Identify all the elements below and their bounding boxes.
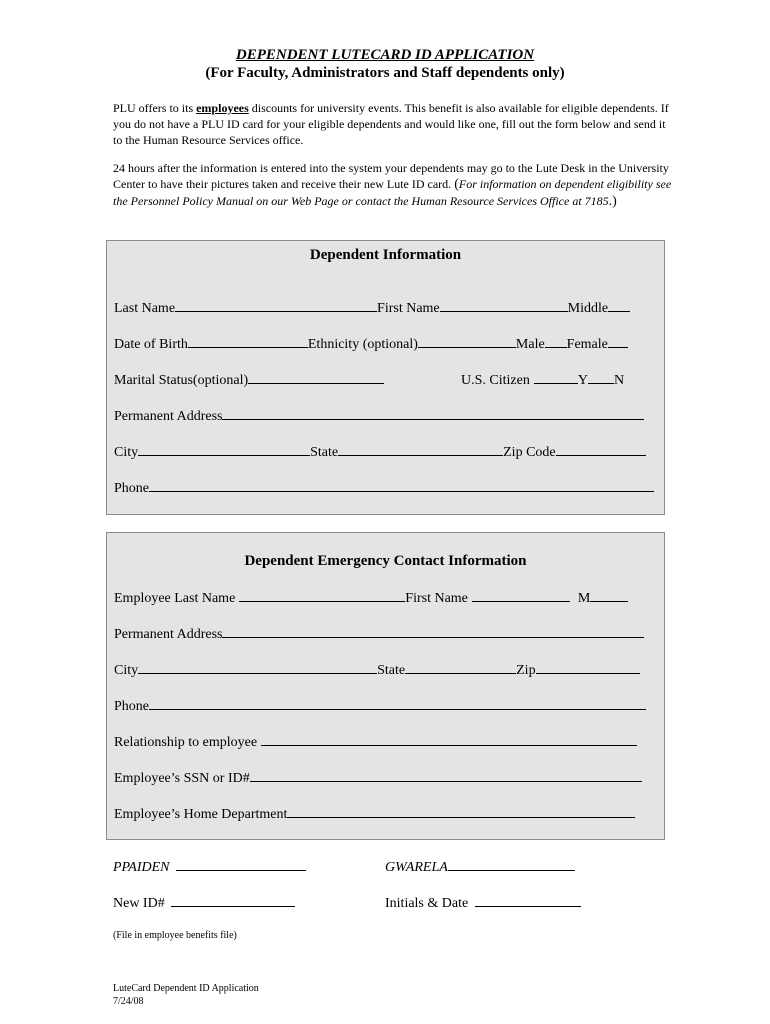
paren-close: .): [608, 194, 617, 209]
address-label: Permanent Address: [114, 409, 223, 424]
department-label: Employee’s Home Department: [114, 807, 288, 822]
initials-date-field[interactable]: [475, 894, 581, 907]
ssn-label: Employee’s SSN or ID#: [114, 771, 250, 786]
emergency-contact-heading: Dependent Emergency Contact Information: [244, 553, 527, 569]
initials-date-row: [385, 894, 581, 912]
eligibility-note: For information on dependent eligibility see the Personnel Policy Manual on our Web Page or contact the Human Resource Services Office at 7185: [113, 177, 672, 208]
citizen-no-field[interactable]: [588, 371, 614, 384]
initials-date-label: Initials & Date: [385, 896, 472, 911]
dob-label: Date of Birth: [114, 337, 188, 352]
new-id-label: New ID#: [113, 896, 169, 911]
relationship-label: Relationship to employee: [114, 735, 258, 750]
file-note: (File in employee benefits file): [113, 930, 237, 941]
new-id-field[interactable]: [171, 894, 295, 907]
female-field[interactable]: [608, 335, 628, 348]
zip-field[interactable]: [556, 443, 646, 456]
form-subtitle: (For Faculty, Administrators and Staff dependents only): [205, 65, 565, 81]
new-id-row: [113, 894, 295, 912]
male-field[interactable]: [545, 335, 567, 348]
gwarela-label: GWARELA: [385, 860, 448, 875]
citizen-yes-field[interactable]: [534, 371, 578, 384]
gwarela-row: [385, 858, 575, 876]
first-name-field[interactable]: [440, 299, 568, 312]
middle-field[interactable]: [608, 299, 630, 312]
emp-address-field[interactable]: [222, 625, 644, 638]
emp-state-field[interactable]: [405, 661, 516, 674]
emp-zip-label: Zip: [516, 663, 536, 678]
employees-emphasis: employees: [196, 101, 249, 115]
dependent-info-heading: Dependent Information: [309, 247, 462, 263]
employee-mi-field[interactable]: [590, 589, 628, 602]
ppaiden-label: PPAIDEN: [113, 860, 174, 875]
marital-field[interactable]: [248, 371, 384, 384]
emp-zip-field[interactable]: [536, 661, 640, 674]
name-row: [114, 299, 630, 317]
ppaiden-field[interactable]: [176, 858, 306, 871]
employee-name-row: [114, 589, 628, 607]
ssn-row: [114, 769, 642, 787]
footer-title: LuteCard Dependent ID Application: [113, 983, 259, 994]
marital-label: Marital Status(optional): [114, 373, 249, 388]
intro-text-2: 24 hours after the information is entered into the system your dependents may go to the Lute Desk in the University Center to have their pictures taken and receive their new Lute ID card.: [113, 161, 669, 191]
employee-first-name-field[interactable]: [472, 589, 570, 602]
city-label: City: [114, 445, 139, 460]
emp-phone-row: [114, 697, 646, 715]
citizen-label: U.S. Citizen: [461, 373, 530, 388]
relationship-row: [114, 733, 637, 751]
address-field[interactable]: [222, 407, 644, 420]
dob-field[interactable]: [188, 335, 308, 348]
employee-mi-label: M: [577, 591, 591, 606]
last-name-field[interactable]: [175, 299, 377, 312]
city-field[interactable]: [138, 443, 310, 456]
ppaiden-row: [113, 858, 306, 876]
footer-date: 7/24/08: [113, 996, 144, 1007]
emp-city-label: City: [114, 663, 139, 678]
emp-phone-label: Phone: [114, 699, 149, 714]
employee-first-name-label: First Name: [405, 591, 468, 606]
emp-address-label: Permanent Address: [114, 627, 223, 642]
emp-state-label: State: [377, 663, 406, 678]
emergency-contact-section: [106, 532, 665, 840]
phone-field[interactable]: [149, 479, 654, 492]
phone-row: [114, 479, 654, 497]
intro-paragraph-2: [113, 160, 673, 210]
state-field[interactable]: [338, 443, 503, 456]
intro-text: PLU offers to its: [113, 101, 197, 115]
form-title: DEPENDENT LUTECARD ID APPLICATION: [235, 47, 535, 63]
intro-paragraph-1: [113, 100, 673, 148]
emp-city-row: [114, 661, 640, 679]
male-label: Male: [515, 337, 545, 352]
zip-label: Zip Code: [503, 445, 556, 460]
ethnicity-label: Ethnicity (optional): [307, 337, 418, 352]
relationship-field[interactable]: [261, 733, 637, 746]
ssn-field[interactable]: [250, 769, 642, 782]
paren-open: (: [454, 177, 459, 192]
no-label: N: [613, 373, 625, 388]
first-name-label: First Name: [377, 301, 440, 316]
gwarela-field[interactable]: [448, 858, 575, 871]
emp-address-row: [114, 625, 644, 643]
ethnicity-field[interactable]: [418, 335, 516, 348]
emp-city-field[interactable]: [138, 661, 377, 674]
department-field[interactable]: [287, 805, 635, 818]
middle-label: Middle: [567, 301, 609, 316]
employee-last-name-field[interactable]: [239, 589, 405, 602]
department-row: [114, 805, 635, 823]
dob-row: [114, 335, 628, 353]
yes-label: Y: [577, 373, 588, 388]
state-label: State: [310, 445, 339, 460]
dependent-info-section: [106, 240, 665, 515]
marital-row: [114, 371, 384, 389]
city-row: [114, 443, 646, 461]
citizen-row: [461, 371, 624, 389]
intro-text-cont: discounts for university events. This benefit is also available for eligible dependents. If you do not have a PLU ID card for your eligible dependents and would like one, fill out the form below and send it to the Human Resource Services office.: [113, 101, 669, 147]
phone-label: Phone: [114, 481, 149, 496]
female-label: Female: [566, 337, 608, 352]
address-row: [114, 407, 644, 425]
last-name-label: Last Name: [114, 301, 176, 316]
employee-last-name-label: Employee Last Name: [114, 591, 236, 606]
emp-phone-field[interactable]: [149, 697, 646, 710]
